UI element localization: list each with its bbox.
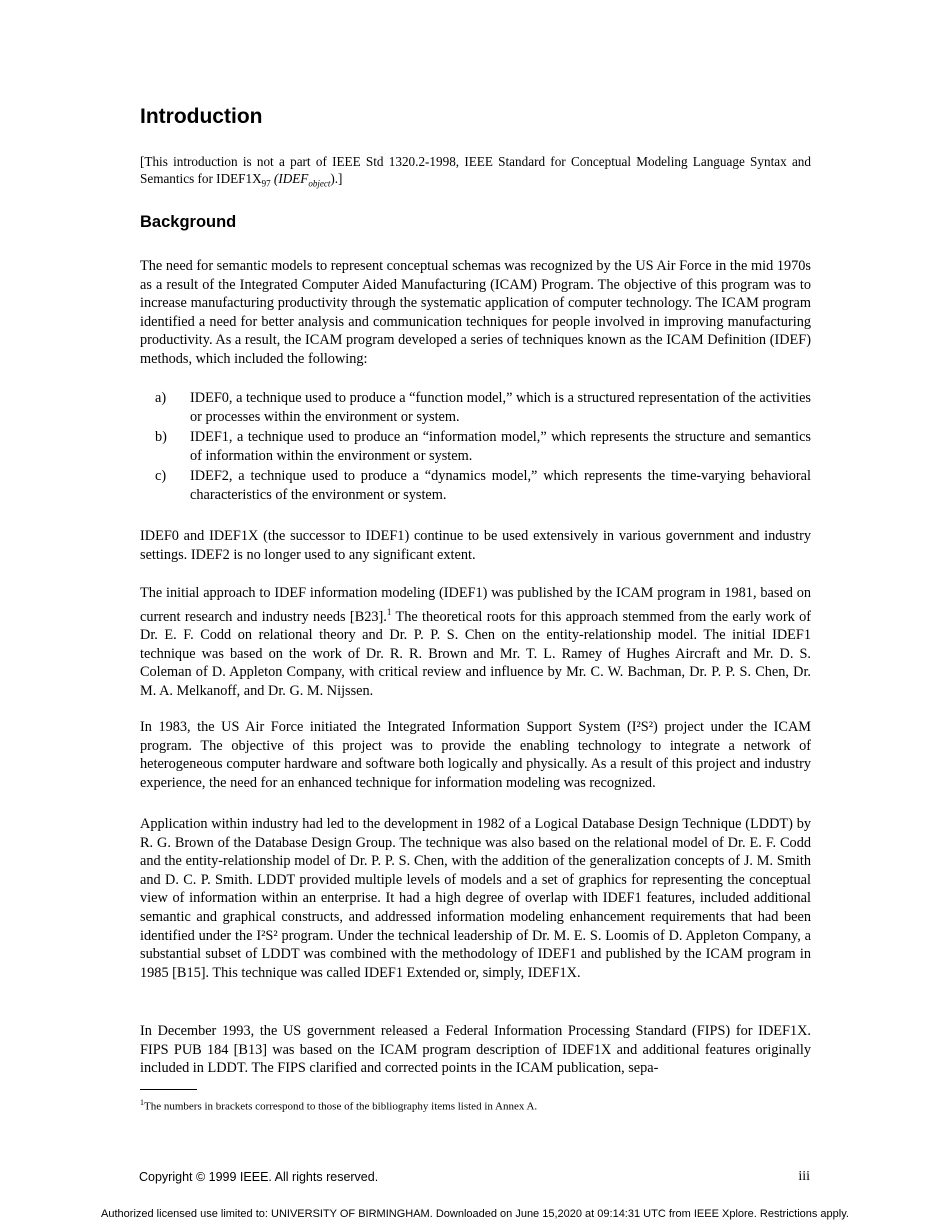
list-marker: b) xyxy=(155,429,167,445)
paragraph-2: IDEF0 and IDEF1X (the successor to IDEF1) continue to be used extensively in various government and industry settings. IDEF2 is no longer used to any significant extent. xyxy=(140,528,811,563)
list-marker: c) xyxy=(155,468,167,484)
page-title: Introduction xyxy=(140,105,263,128)
list-item xyxy=(140,467,811,505)
note-idef: IDEF xyxy=(278,171,309,186)
note-idef-object: ($IDEF_{object}$ xyxy=(273,171,331,189)
note-subscript-97: 97 xyxy=(261,178,271,189)
footnote xyxy=(140,1098,537,1113)
paragraph-6: In December 1993, the US government released a Federal Information Processing Standard (FIPS) for IDEF1X. FIPS PUB 184 [B13] was based on the ICAM program description of IDEF1X and additional features originally included in LDDT. The FIPS clarified and corrected points in the ICAM publication, sepa- xyxy=(140,1023,811,1077)
note-text: [This introduction is not a part of IEEE Std 1320.2-1998, IEEE Standard for Conceptual Modeling Language Syntax and Semantics for IDEF1X xyxy=(140,154,811,186)
idef-methods-list xyxy=(140,389,811,506)
paragraph-5: Application within industry had led to the development in 1982 of a Logical Database Design Technique (LDDT) by R. G. Brown of the Database Design Group. The technique was also based on the relational model of Dr. E. F. Codd and the entity-relationship model of Dr. P. P. S. Chen, with the addition of the generalization concepts of J. M. Smith and D. C. P. Smith. LDDT provided multiple levels of models and a set of graphics for representing the conceptual view of information within an enterprise. It had a high degree of overlap with IDEF1 features, included additional semantic and graphical constructs, and addressed information modeling enhancement requirements that had been identified under the I²S² program. Under the technical leadership of Dr. M. E. S. Loomis of D. Appleton Company, a substantial subset of LDDT was combined with the methodology of IDEF1 and published by the ICAM program in 1985 [B15]. This technique was called IDEF1 Extended or, simply, IDEF1X. xyxy=(140,816,811,981)
paragraph-3-before: The initial approach to IDEF information modeling (IDEF1) was published by the ICAM program in 1981, based on current research and industry needs [B23]. xyxy=(140,585,811,625)
list-item xyxy=(140,428,811,466)
paragraph-3-after: The theoretical roots for this approach stemmed from the early work of Dr. E. F. Codd on relational theory and Dr. P. P. S. Chen on the entity-relationship model. The initial IDEF1 technique was based on the work of Dr. R. R. Brown and Mr. T. L. Ramey of Hughes Aircraft and Mr. D. S. Coleman of D. Appleton Company, with critical review and influence by Mr. C. W. Bachman, Dr. P. P. S. Chen, Dr. M. A. Melkanoff, and Dr. G. M. Nijssen. xyxy=(140,608,811,699)
footnote-marker: 1 xyxy=(140,1098,144,1107)
footnote-divider xyxy=(140,1089,197,1090)
list-marker: a) xyxy=(155,390,167,406)
footnote-text: The numbers in brackets correspond to those of the bibliography items listed in Annex A. xyxy=(144,1100,538,1113)
list-item-text: IDEF2, a technique used to produce a “dynamics model,” which represents the time-varying behavioral characteristics of the environment or system. xyxy=(190,468,811,503)
copyright-notice: Copyright © 1999 IEEE. All rights reserved. xyxy=(139,1170,379,1184)
paragraph-3 xyxy=(140,584,811,700)
authorization-notice: Authorized licensed use limited to: UNIVERSITY OF BIRMINGHAM. Downloaded on June 15,2020 at 09:14:31 UTC from IEEE Xplore. Restrictions apply. xyxy=(101,1208,849,1220)
note-subscript-object: object xyxy=(308,178,331,189)
page-number: iii xyxy=(798,1169,810,1184)
introduction-note xyxy=(140,153,811,193)
list-item xyxy=(140,389,811,427)
note-close: ).] xyxy=(330,171,343,186)
section-heading-background: Background xyxy=(140,213,237,231)
list-item-text: IDEF0, a technique used to produce a “function model,” which is a structured representation of the activities or processes within the environment or system. xyxy=(190,390,811,425)
paragraph-4: In 1983, the US Air Force initiated the Integrated Information Support System (I²S²) project under the ICAM program. The objective of this project was to provide the enabling technology to integrate a network of heterogeneous computer hardware and software both logically and physically. As a result of this project and industry experience, the need for an enhanced technique for information modeling was recognized. xyxy=(140,719,811,791)
footnote-reference: 1 xyxy=(386,606,392,617)
paragraph-1: The need for semantic models to represent conceptual schemas was recognized by the US Air Force in the mid 1970s as a result of the Integrated Computer Aided Manufacturing (ICAM) Program. The objective of this program was to increase manufacturing productivity through the systematic application of computer technology. The ICAM program identified a need for better analysis and communication techniques for people involved in improving manufacturing productivity. As a result, the ICAM program developed a series of techniques known as the ICAM Definition (IDEF) methods, which included the following: xyxy=(140,258,811,367)
list-item-text: IDEF1, a technique used to produce an “information model,” which represents the structure and semantics of information within the environment or system. xyxy=(190,429,811,464)
